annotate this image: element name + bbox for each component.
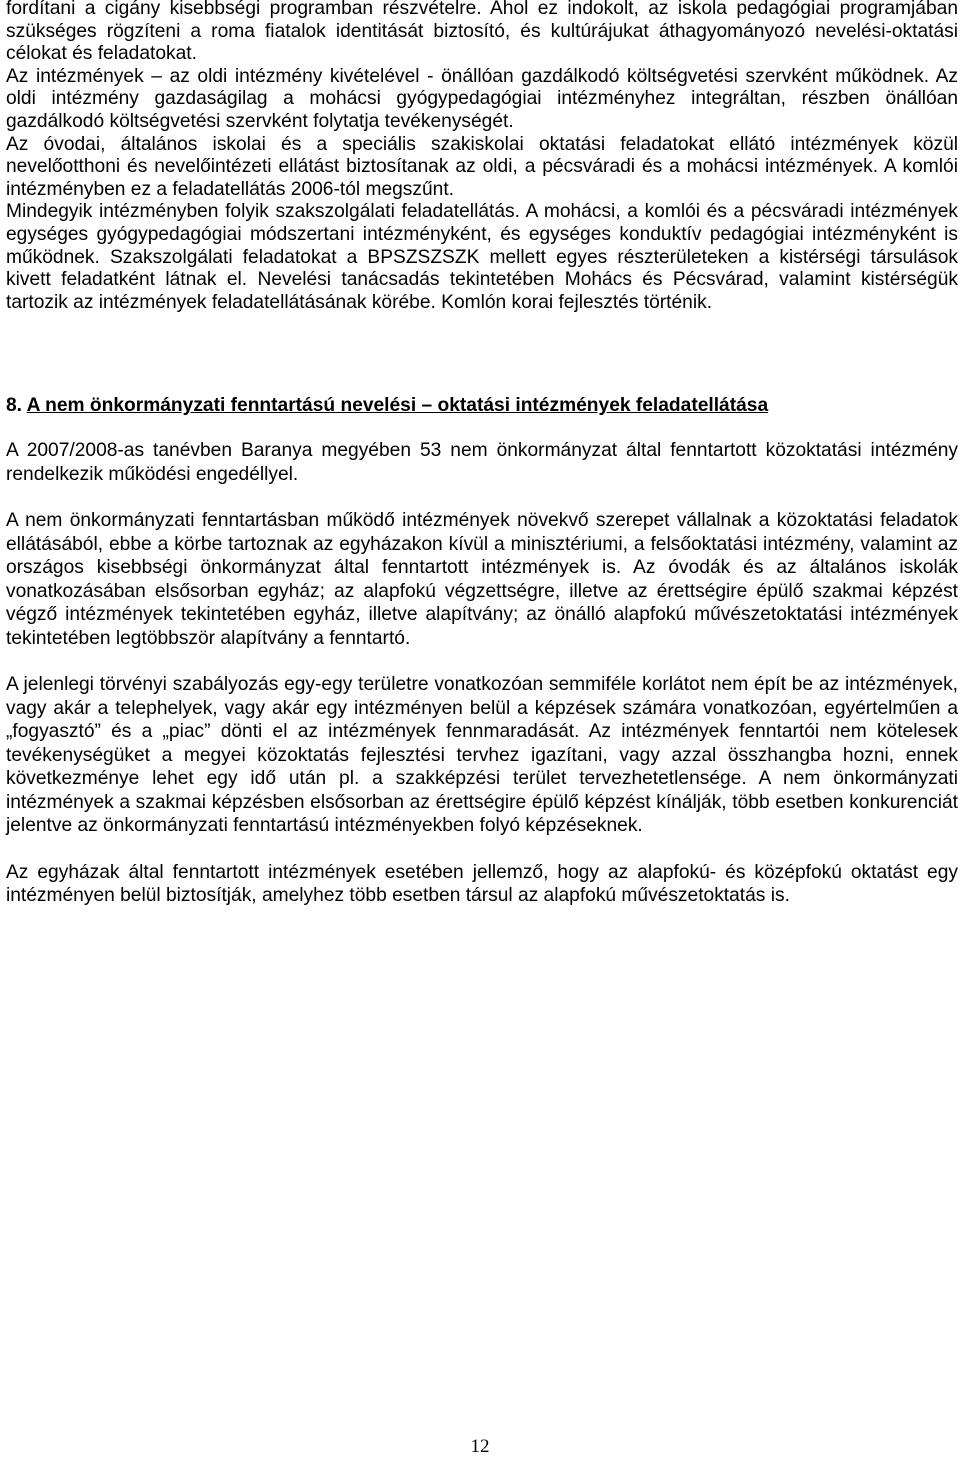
paragraph-specialist-services: Mindegyik intézményben folyik szakszolgálati feladatellátás. A mohácsi, a komlói és a pécsváradi intézmények egységes gyógypedagógiai módszertani intézményként, és egységes konduktív pedagógiai intézményként is működnek. Szakszolgálati feladatokat a BPSZSZSZK mellett egyes részterületeken a kistérségi társulások kivett feladatként látnak el. Nevelési tanácsadás tekintetében Mohács és Pécsvárad, valamint kistérségük tartozik az intézmények feladatellátásának körébe. Komlón korai fejlesztés történik. bbox=[6, 201, 958, 313]
section-body bbox=[6, 439, 958, 908]
paragraph-legal-regulation: A jelenlegi törvényi szabályozás egy-egy területre vonatkozóan semmiféle korlátot nem épít be az intézmények, vagy akár a telephelyek, vagy akár egy intézményen belül a képzések számára vonatkozóan, egyértelműen a „fogyasztó” és a „piac” dönti el az intézmények fennmaradását. Az intézmények fenntartói nem kötelesek tevékenységüket a megyei közoktatás fejlesztési tervhez igazítani, vagy azzal összhangba hozni, ennek következménye lehet egy idő után pl. a szakképzési terület tervezhetetlensége. A nem önkormányzati intézmények a szakmai képzésben elsősorban az érettségire épülő képzést kínálják, több esetben konkurenciát jelentve az önkormányzati fenntartású intézményekben folyó képzéseknek. bbox=[6, 674, 958, 837]
paragraph-licensed-institutions: A 2007/2008-as tanévben Baranya megyében 53 nem önkormányzat által fenntartott közoktatási intézmény rendelkezik működési engedéllyel. bbox=[6, 440, 958, 485]
page-number: 12 bbox=[470, 1436, 490, 1457]
paragraph-roma-programs: fordítani a cigány kisebbségi programban részvételre. Ahol ez indokolt, az iskola pedagógiai programjában szükséges rögzíteni a roma fiatalok identitását biztosító, és kultúrájukat áthagyományozó nevelési-oktatási célokat és feladatokat. bbox=[6, 0, 958, 65]
paragraph-institutions-budget: Az intézmények – az oldi intézmény kivételével - önállóan gazdálkodó költségvetési szervként működnek. Az oldi intézmény gazdaságilag a mohácsi gyógypedagógiai intézményhez integráltan, részben önállóan gazdálkodó költségvetési szervként folytatja tevékenységét. bbox=[6, 65, 958, 132]
paragraph-church-institutions: Az egyházak által fenntartott intézmények esetében jellemző, hogy az alapfokú- és középfokú oktatást egy intézményen belül biztosítják, amelyhez több esetben társul az alapfokú művészetoktatás is. bbox=[6, 861, 958, 907]
section-heading bbox=[6, 394, 958, 418]
top-text-block bbox=[6, 0, 958, 314]
paragraph-residential-care: Az óvodai, általános iskolai és a speciális szakiskolai oktatási feladatokat ellátó intézmények közül nevelőotthoni és nevelőintézeti ellátást biztosítanak az oldi, a pécsváradi és a mohácsi intézmények. A komlói intézményben ez a feladatellátás 2006-tól megszűnt. bbox=[6, 133, 958, 200]
section-number: 8. bbox=[6, 395, 23, 417]
paragraph-non-municipal-role: A nem önkormányzati fenntartásban működő intézmények növekvő szerepet vállalnak a közoktatási feladatok ellátásából, ebbe a körbe tartoznak az egyházakon kívül a minisztériumi, a felsőoktatási intézmény, valamint az országos kisebbségi önkormányzat által fenntartott intézmények is. Az óvodák és az általános iskolák vonatkozásában elsősorban egyház; az alapfokú végzettségre, illetve az érettségire épülő szakmai képzést végző intézmények tekintetében egyház, illetve alapítvány; az önálló alapfokú művészetoktatási intézmények tekintetében legtöbbször alapítvány a fenntartó. bbox=[6, 510, 958, 649]
document-page bbox=[6, 0, 958, 908]
section-title: A nem önkormányzati fenntartású nevelési – oktatási intézmények feladatellátása bbox=[26, 395, 769, 417]
